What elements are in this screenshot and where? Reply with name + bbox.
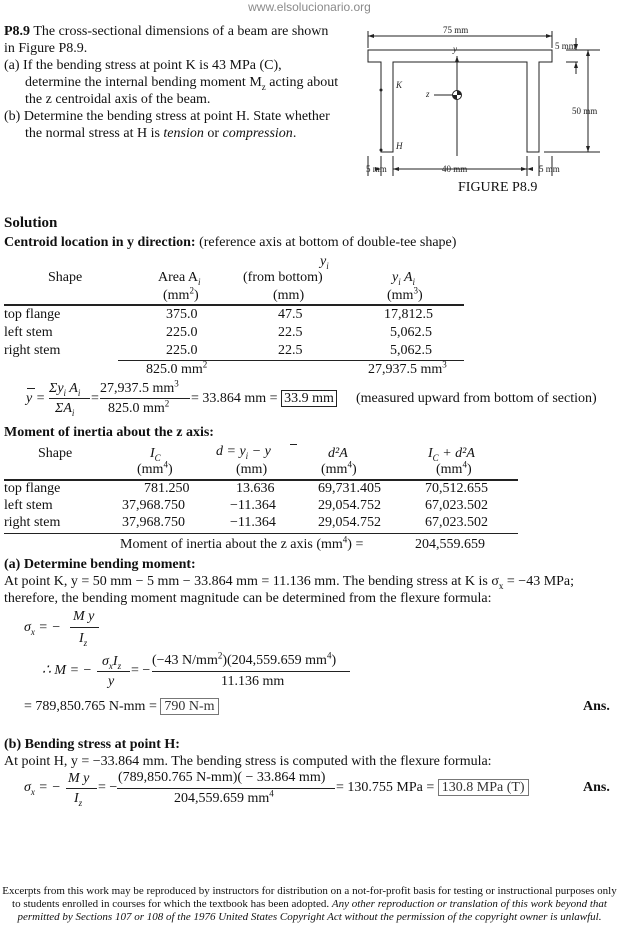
t1-total-yiai: 27,937.5 $mm^3$ [368,359,447,377]
fb-numerator-sym: M y [68,771,90,786]
part-b-result: = 130.755 MPa = 130.8 MPa (T) [336,780,529,797]
table-cell: 29,054.752 [318,515,381,530]
ybar-symbol: y = [26,391,46,406]
part-b-heading: (b) Bending stress at point H: [4,737,180,752]
beam-cross-section-figure [356,26,606,176]
fb-den: 204,559.659 $mm^4$ [174,788,274,806]
table-row: top flange [4,481,61,496]
table-cell: 70,512.655 [425,481,488,496]
table-cell: −11.364 [230,515,276,530]
axis-y-label: y [453,44,457,54]
dim-height-label: 50 mm [572,106,598,116]
part-a-line-3: the z centroidal axis of the beam. [25,92,211,107]
table-cell: 22.5 [278,325,303,340]
ybar-overbar [27,388,35,389]
dim-mid-label: 40 mm [442,164,468,174]
table-cell: 22.5 [278,343,303,358]
f2-num2: (−43 $N/mm^2)(204,559.659$ $mm^4$) [152,650,337,668]
part-b-line-2: the normal stress at H is tension or compression. [25,126,297,141]
part-a-result: = 789,850.765 N-mm = 790 N-m [24,699,219,716]
f2-lhs: ∴ M = − [42,663,92,678]
problem-line-2: in Figure P8.9. [4,41,88,56]
t1-header-area: Area $A_i$ [158,270,201,287]
ybar-frac-line-2 [100,398,190,399]
inertia-heading: Moment of inertia about the z axis: [4,425,214,440]
problem-intro: The cross-sectional dimensions of a beam are shown [33,24,329,39]
t2-total-value: 204,559.659 [415,537,485,552]
t2-total-label: Moment of inertia about the z axis $(mm^4)$ = [120,534,364,552]
table-cell: 225.0 [166,343,198,358]
f2-frac-line-1 [97,671,130,672]
t1-header-area-unit: $(mm^2)$ [163,285,199,303]
dim-left-label: 5 mm [366,164,387,174]
table-cell: 47.5 [278,307,303,322]
part-a-line-1: (a) If the bending stress at point K is 43 MPa (C), [4,58,282,73]
table-cell: 225.0 [166,325,198,340]
centroid-heading-line: Centroid location in y direction: (reference axis at bottom of double-tee shape) [4,235,457,250]
point-k-label: K [396,80,403,90]
t1-header-yi-top: $y_i$ [320,254,329,271]
t2-header-sum: $I_C + d^2A$ [428,446,475,463]
t2-header-ic-unit: $(mm^4)$ [137,459,173,477]
ybar-note: (measured upward from bottom of section) [356,391,597,406]
site-watermark: www.elsolucionario.org [248,0,371,14]
table-cell: 67,023.502 [425,498,488,513]
ybar-den-sym: $\Sigma A_i$ [55,401,75,418]
t1-header-yi-unit: (mm) [273,288,305,303]
table-row: top flange [4,307,61,322]
t2-header-shape: Shape [38,446,73,461]
dim-flange-label: 5 mm [555,41,576,51]
f1-numerator: M y [73,609,95,624]
table-cell: 29,054.752 [318,498,381,513]
table-row: left stem [4,498,53,513]
table-cell: 69,731.405 [318,481,381,496]
figure-caption: FIGURE P8.9 [458,180,538,195]
f1-lhs: $\sigma_x$ = − [24,620,61,637]
table-cell: 375.0 [166,307,198,322]
footer-line-2: to students enrolled in courses for which the textbook has been adopted. Any other reproduction or translation of this work beyond that [12,898,607,910]
t2-d-overbar [290,444,297,445]
part-a-heading: (a) Determine bending moment: [4,557,196,572]
part-a-text-1: At point K, y = 50 mm − 5 mm − 33.864 mm = 11.136 mm. The bending stress at K is $\sigma_x = -43$ MPa; [4,574,575,591]
table-row: right stem [4,515,61,530]
f2-eq: = − [131,663,151,678]
part-b-line-1: (b) Determine the bending stress at point H. State whether [4,109,330,124]
table-cell: 17,812.5 [384,307,433,322]
table-cell: 13.636 [236,481,275,496]
fb-frac-line-1 [66,788,97,789]
fb-lhs: $\sigma_x$ = − [24,780,61,797]
f2-den2: 11.136 mm [221,674,285,689]
t1-header-from-bottom: (from bottom) [243,270,323,285]
dim-right-label: 5 mm [539,164,560,174]
ybar-num-sym: $\Sigma y_i$ $A_i$ [49,381,81,398]
t2-header-sum-unit: $(mm^4)$ [436,459,472,477]
part-b-text-1: At point H, y = −33.864 mm. The bending stress is computed with the flexure formula: [4,754,492,769]
ybar-den-val: 825.0 $mm^2$ [108,398,170,416]
t1-header-shape: Shape [48,270,83,285]
t1-total-rule [118,360,464,361]
t2-header-d2a-unit: $(mm^4)$ [321,459,357,477]
ybar-num-val: 27,937.5 $mm^3$ [100,378,179,396]
ybar-frac-line-1 [49,398,90,399]
fb-eq: = − [98,780,118,795]
part-a-ans-label: Ans. [583,699,610,714]
table-cell: 37,968.750 [122,515,185,530]
table-cell: 781.250 [144,481,190,496]
t2-header-d: $d = y_i - y$ [216,444,271,461]
ybar-result: = 33.864 mm = 33.9 mm [191,391,337,408]
table-cell: 67,023.502 [425,515,488,530]
table-cell: 5,062.5 [390,343,432,358]
solution-heading: Solution [4,215,58,231]
part-a-line-2: determine the internal bending moment $M_z$ acting about [25,75,339,92]
table-row: left stem [4,325,53,340]
f2-frac-line-2 [152,671,350,672]
double-tee-outline [368,50,552,152]
fb-num: (789,850.765 N-mm)( − 33.864 mm) [118,770,326,785]
t2-total-rule [4,533,518,534]
dim-top-label: 75 mm [443,26,469,35]
footer-line-1: Excerpts from this work may be reproduced by instructors for distribution on a not-for-profit basis for testing or instructional purposes only [2,885,617,897]
copyright-footer [0,885,619,924]
t1-total-area: 825.0 $mm^2$ [146,359,208,377]
problem-number: P8.9 [4,24,31,39]
t2-header-d2a: d²A [328,446,348,461]
part-b-answer-box: 130.8 MPa (T) [438,779,529,796]
f1-frac-line [70,627,99,628]
table-cell: 37,968.750 [122,498,185,513]
t1-header-yiai-unit: $(mm^3)$ [387,285,423,303]
t1-header-yiai: $y_i$ $A_i$ [392,270,416,287]
fb-den-sym: $I_z$ [74,791,83,808]
table-cell: −11.364 [230,498,276,513]
point-h-marker [380,149,383,152]
f2-num1: $\sigma_xI_z$ [102,654,122,671]
f2-den1: y [108,674,115,689]
f1-denominator: $I_z$ [79,631,88,648]
ybar-eq: = [91,391,99,406]
footer-line-3: permitted by Sections 107 or 108 of the 1976 United States Copyright Act without the permission of the copyright owner is unlawful. [17,911,602,923]
point-k-marker [380,89,383,92]
t1-header-rule [4,304,464,306]
t2-header-d-unit: (mm) [236,462,268,477]
point-h-label: H [396,141,403,151]
part-b-ans-label: Ans. [583,780,610,795]
part-a-answer-box: 790 N-m [160,698,218,715]
t2-header-ic: $I_C$ [150,446,161,463]
problem-line-1 [4,24,328,41]
table-cell: 5,062.5 [390,325,432,340]
table-row: right stem [4,343,61,358]
part-a-text-2: therefore, the bending moment magnitude can be determined from the flexure formula: [4,591,492,606]
axis-z-label: z [426,89,430,99]
fb-frac-line-2 [117,788,335,789]
ybar-answer-box: 33.9 mm [281,390,337,407]
